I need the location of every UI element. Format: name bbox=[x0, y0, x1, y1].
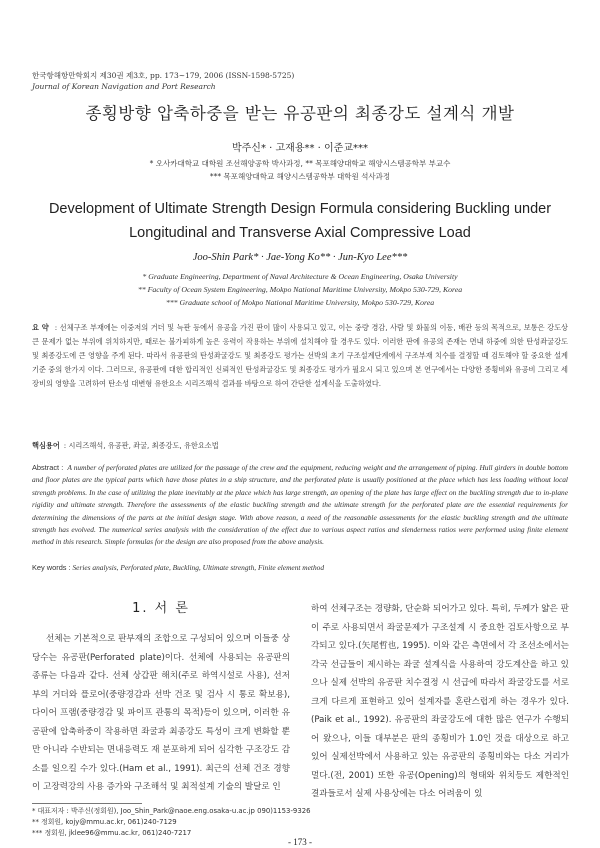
affiliations-en bbox=[0, 270, 600, 309]
page-number: - 173 - bbox=[288, 837, 312, 847]
abstract-ko bbox=[32, 321, 568, 391]
journal-name-en: Journal of Korean Navigation and Port Research bbox=[32, 82, 216, 91]
section-title-introduction: 1. 서 론 bbox=[132, 601, 190, 616]
affiliations-ko bbox=[0, 157, 600, 183]
abstract-ko-label: 요 약 bbox=[32, 323, 49, 332]
affiliation-ko-line: *** 목포해양대학교 해양시스템공학부 대학원 석사과정 bbox=[209, 172, 391, 181]
authors-ko: 박주신* · 고재용** · 이준교*** bbox=[231, 143, 368, 154]
footnote: ** 정회원, kojy@mmu.ac.kr, 061)240-7129 bbox=[32, 818, 177, 826]
affiliation-en-line: ** Faculty of Ocean System Engineering, Mokpo National Maritime University, Mokpo 530-729, Korea bbox=[137, 285, 463, 294]
footnotes bbox=[32, 806, 332, 839]
title-en-line: Development of Ultimate Strength Design Formula considering Buckling under bbox=[48, 201, 552, 217]
keywords-ko-label: 핵심용어 bbox=[32, 441, 60, 450]
body-column-right: 하여 선체구조는 경량화, 단순화 되어가고 있다. 특히, 두께가 얇은 판이 주로 사용되면서 좌굴문제가 구조설계 시 중요한 검토사항으로 부각되고 있다.(矢尾哲也, 1995). 이와 같은 측면에서 각 조선소에서는 각국 선급들이 제시하는 좌굴 설계식을 사용하여 강도계산을 하고 있으나 실제 선박의 유공판 치수결정 시 선급에 따라서 좌굴강도를 서로 크게 다르게 표현하고 있어 설계자를 혼란스럽게 하는 경우가 있다.(Paik et al., 1992). 유공판의 좌굴강도에 대한 많은 연구가 수행되어 왔으나, 이들 대부분은 판의 종횡비가 1.0인 것을 대상으로 하고 있어 실제선박에서 사용하고 있는 유공판의 종횡비와는 다소 거리가 멀다.(전, 2001) 또한 유공(Opening)의 형태와 위치등도 제한적인 결과들로서 실제 사용상에는 다소 어려움이 있 bbox=[311, 604, 569, 799]
footnote: *** 정회원, jklee96@mmu.ac.kr, 061)240-7217 bbox=[32, 829, 192, 837]
paper-title-en bbox=[30, 197, 570, 245]
journal-header bbox=[32, 70, 294, 92]
authors-en: Joo-Shin Park* · Jae-Yong Ko** · Jun-Kyo Lee*** bbox=[192, 252, 408, 263]
abstract-ko-text: : 선체구조 부재에는 이중저의 거더 및 늑판 등에서 유공을 가진 판이 많이 사용되고 있고, 이는 중량 경감, 사람 및 화물의 이동, 배관 등의 목적으로, 보통은 강도상 큰 문제가 없는 부위에 위치하지만, 때로는 불가피하게 높은 응력이 작용하는 부위에 설치해야 할 경우도 있다. 이러한 판에 유공의 존재는 면내 하중에 의한 탄성좌굴강도 및 최종강도에 큰 영향을 주게 된다. 따라서 유공판의 탄성좌굴강도 및 최종강도 평가는 선박의 초기 구조설계단계에서 구조부재 치수를 결정할 때 검토해야 할 중요한 설계기준 중의 한가지 이다. 그러므로, 유공판에 대한 합리적인 신뢰적인 탄성좌굴강도 및 최종강도 평가가 필요시 되고 있으며 본 연구에서는 다양한 종횡비와 유공비 그리고 세장비의 영향을 고려하여 탄소성 대변형 유한요소 시리즈해석 결과를 바탕으로 하여 간단한 설계식을 도출하였다. bbox=[32, 323, 568, 388]
title-en-line: Longitudinal and Transverse Axial Compressive Load bbox=[129, 225, 471, 241]
keywords-en-label: Key words : bbox=[32, 563, 71, 572]
affiliation-en-line: * Graduate Engineering, Department of Naval Architecture & Ocean Engineering, Osaka University bbox=[142, 272, 458, 281]
keywords-en-text: Series analysis, Perforated plate, Buckling, Ultimate strength, Finite element method bbox=[72, 563, 325, 572]
paper-title-ko: 종횡방향 압축하중을 받는 유공판의 최종강도 설계식 개발 bbox=[85, 104, 515, 123]
abstract-en-label: Abstract : bbox=[32, 463, 64, 472]
footnote-divider bbox=[32, 803, 142, 804]
affiliation-ko-line: * 오사카대학교 대학원 조선해양공학 박사과정, ** 목포해양대학교 해양시스템공학부 부교수 bbox=[149, 159, 451, 168]
abstract-en bbox=[32, 462, 568, 549]
body-column-left: 선체는 기본적으로 판부재의 조합으로 구성되어 있으며 이들중 상당수는 유공판(Perforated plate)이다. 선체에 사용되는 유공판의 종류는 다음과 같다. 선체 상갑판 해치(주로 하역시설로 사용), 선저부의 거더와 플로어(중량경감과 선박 건조 및 검사 시 통로 확보용), 다이어 프램(중량경감 및 파이프 관통의 목적)등이 있으며, 이러한 유공판에 압축하중이 작용하면 좌굴과 최종강도 특성이 크게 변화할 뿐만 아니라 수반되는 면내응력도 재 분포하게 되어 심각한 구조강도 감소를 일으킬 수가 있다.(Ham et al., 1991). 최근의 선체 건조 경향이 고장력강의 사용 증가와 구조해석 및 최적설계 기술의 발달로 인 bbox=[32, 634, 290, 792]
footnote: * 대표저자 : 박주신(정회원), Joo_Shin_Park@naoe.eng.osaka-u.ac.jp 090)1153-9326 bbox=[32, 807, 311, 815]
keywords-ko-text: : 시리즈해석, 유공판, 좌굴, 최종강도, 유한요소법 bbox=[63, 441, 219, 450]
keywords-en bbox=[32, 563, 568, 572]
affiliation-en-line: *** Graduate school of Mokpo National Maritime University, Mokpo 530-729, Korea bbox=[165, 298, 435, 307]
keywords-ko bbox=[32, 441, 568, 451]
abstract-en-text: A number of perforated plates are utilized for the passage of the crew and the equipment, reducing weight and the arrangement of piping. Hull girders in double bottom and floor plates are the typical parts which have those plates in a ship structure, and the perforated plate is usually positioned at the place which has less loading without local strength problems. In the case of utilizing the plate inevitably at the place which has large strength, an opening of the plate has large effect on the buckling strength due to in-plane rigidity and ultimate strength. Therefore the assessments of the elastic buckling strength and the ultimate strength for the perforated plate are the essential requirements for determining the dimensions of the parts at the initial design stage. With above reason, a need of the reasonable assessments for the elastic buckling strength and the ultimate strength has evolved. The numerical series analysis with the consideration of the effect due to various aspect ratios and slenderness ratios were performed using finite element method in this research. Simple formulas for the design are also proposed from the above analysis. bbox=[32, 463, 569, 547]
journal-info-ko: 한국항해항만학회지 제30권 제3호, pp. 173~179, 2006 (ISSN-1598-5725) bbox=[32, 71, 295, 80]
